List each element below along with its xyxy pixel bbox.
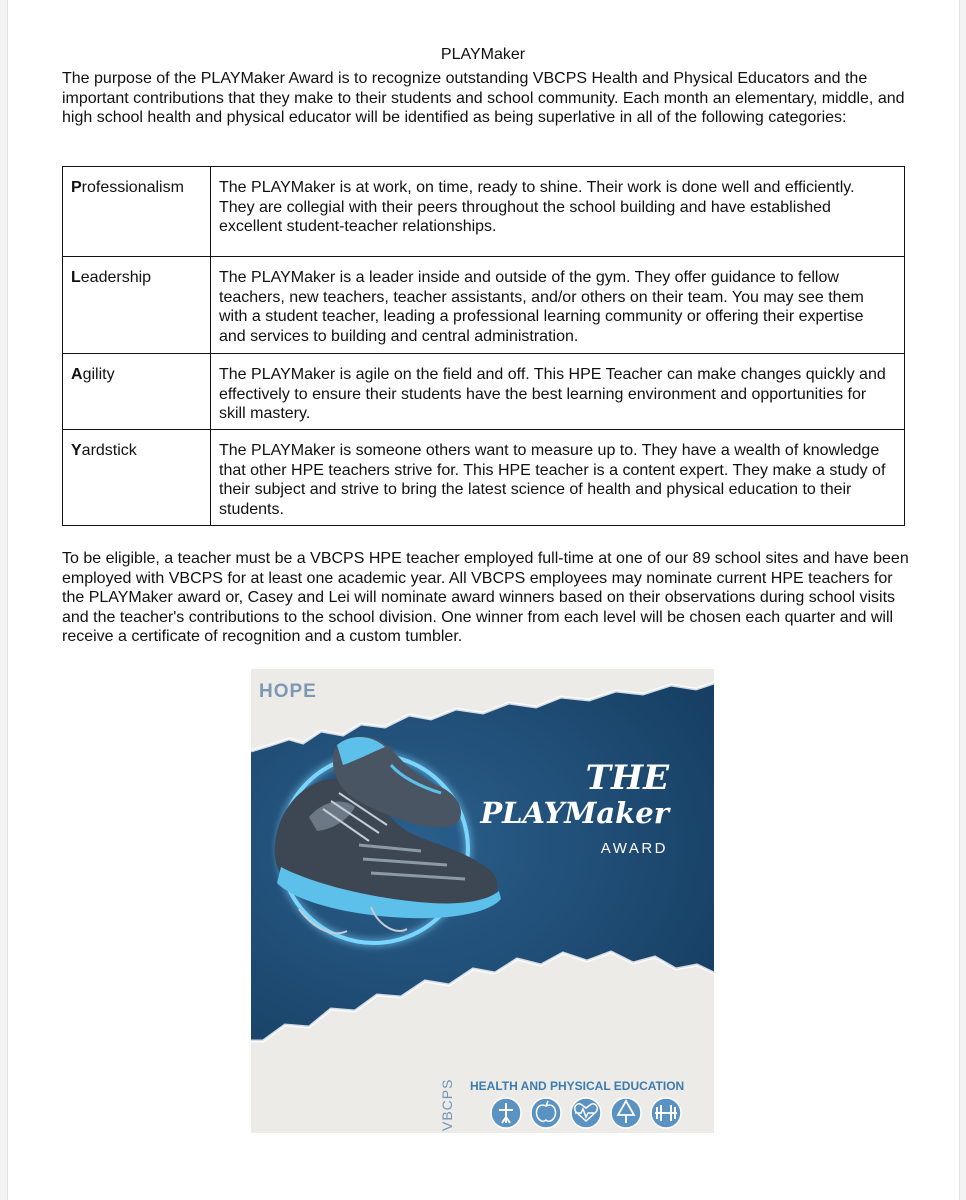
category-description: The PLAYMaker is at work, on time, ready to shine. Their work is done well and efficiently. They are collegial with their peers throughout the school building and have established excellent student-teacher relationships.	[211, 167, 905, 257]
term-initial: A	[71, 366, 83, 383]
table-row	[63, 430, 905, 526]
category-term	[63, 257, 211, 354]
term-initial: Y	[71, 442, 82, 459]
table-row	[63, 167, 905, 257]
page-title: PLAYMaker	[440, 46, 526, 63]
term-rest: ardstick	[81, 442, 137, 459]
categories-table	[62, 166, 905, 526]
intro-paragraph: The purpose of the PLAYMaker Award is to recognize outstanding VBCPS Health and Physical Educators and the important contributions that they make to their students and school community. Each month an elementary, middle, and high school health and physical educator will be identified as being superlative in all of the following categories:	[62, 70, 905, 127]
eligibility-paragraph: To be eligible, a teacher must be a VBCPS HPE teacher employed full-time at one of our 89 school sites and have been employed with VBCPS for at least one academic year. All VBCPS employees may nominate current HPE teachers for the PLAYMaker award or, Casey and Lei will nominate award winners based on their observations during school visits and the teacher's contributions to the school division. One winner from each level will be chosen each quarter and will receive a certificate of recognition and a custom tumbler.	[62, 550, 909, 646]
poster-award: AWARD	[600, 840, 668, 857]
term-rest: gility	[82, 366, 115, 383]
category-description: The PLAYMaker is a leader inside and outside of the gym. They offer guidance to fellow teachers, new teachers, teacher assistants, and/or others on their team. You may see them with a student teacher, leading a professional learning community or offering their expertise and services to building and central administration.	[211, 257, 905, 354]
category-term	[63, 354, 211, 430]
term-initial: L	[71, 269, 81, 286]
term-initial: P	[71, 179, 82, 196]
category-term	[63, 167, 211, 257]
term-rest: eadership	[80, 269, 152, 286]
hope-logo: HOPE	[259, 681, 317, 702]
category-description: The PLAYMaker is agile on the field and off. This HPE Teacher can make changes quickly and effectively to ensure their students have the best learning environment and opportunities for skill mastery.	[211, 354, 905, 430]
term-rest: rofessionalism	[81, 179, 184, 196]
poster-graphic	[251, 669, 714, 1133]
award-poster	[251, 669, 714, 1133]
category-term	[63, 430, 211, 526]
apple-icon	[531, 1098, 561, 1128]
poster-the: THE	[585, 758, 669, 798]
table-row	[63, 257, 905, 354]
poster-footer: HEALTH AND PHYSICAL EDUCATION	[470, 1079, 685, 1093]
table-row	[63, 354, 905, 430]
category-description: The PLAYMaker is someone others want to measure up to. They have a wealth of knowledge that other HPE teachers strive for. This HPE teacher is a content expert. They make a study of their subject and strive to bring the latest science of health and physical education to their students.	[211, 430, 905, 526]
poster-name: PLAYMaker	[480, 796, 669, 830]
poster-side-text: VBCPS	[439, 1078, 455, 1131]
